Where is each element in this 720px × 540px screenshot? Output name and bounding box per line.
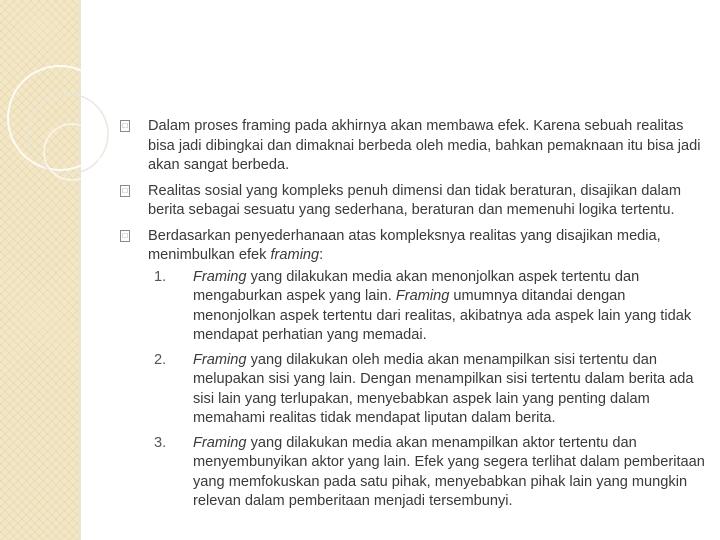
bullet-text xyxy=(148,227,710,266)
bullet-text: Realitas sosial yang kompleks penuh dimensi dan tidak beraturan, disajikan dalam berita sebagai sesuatu yang sederhana, beraturan dan memenuhi logika tertentu. xyxy=(148,182,681,218)
numbered-list xyxy=(148,268,710,512)
bullet-text-part: : xyxy=(319,247,324,263)
sidebar-edge xyxy=(78,0,81,540)
item-number: 3. xyxy=(154,434,167,451)
item-emphasis: Framing xyxy=(395,288,450,304)
bullet-text: Dalam proses framing pada akhirnya akan membawa efek. Karena sebuah realitas bisa jadi dibingkai dan dimaknai berbeda oleh media, bahkan pemaknaan itu bisa jadi akan sangat berbeda. xyxy=(148,118,701,173)
item-number: 1. xyxy=(154,268,167,285)
bullet-box-icon: □ xyxy=(120,230,130,242)
bullet-text-part: Berdasarkan penyederhanaan atas kompleksnya realitas yang disajikan media, menimbulkan efek xyxy=(148,227,661,263)
item-text-part: umumnya ditandai dengan menonjolkan aspek tertentu dari realitas, akibatnya ada aspek lain yang tidak mendapat perhatian yang memadai. xyxy=(193,288,692,343)
slide-content xyxy=(120,117,710,518)
item-emphasis: Framing xyxy=(193,351,247,368)
numbered-item xyxy=(148,268,710,346)
bullet-item xyxy=(120,117,710,176)
item-text-part: yang dilakukan media akan menampilkan aktor tertentu dan menyembunyikan aktor yang lain. Efek yang segera terlihat dalam pemberitaan yang memfokuskan pada satu pihak, menyebabkan pihak lain yang mungkin relevan dalam pemberitaan menjadi tersembunyi. xyxy=(193,434,705,509)
item-text-part: yang dilakukan oleh media akan menampilkan sisi tertentu dan melupakan sisi yang lain. Dengan menampilkan sisi tertentu dalam berita ada sisi lain yang terlupakan, menyebabkan aspek lain yang penting dalam memahami realitas tidak mendapat liputan dalam berita. xyxy=(193,351,694,426)
bullet-text-emphasis: framing xyxy=(270,247,320,263)
decorative-sidebar xyxy=(0,0,78,540)
bullet-item xyxy=(120,227,710,512)
item-emphasis: Framing xyxy=(193,268,247,285)
bullet-box-icon: □ xyxy=(120,120,130,132)
item-number: 2. xyxy=(154,351,167,368)
numbered-item-text xyxy=(193,268,710,346)
item-text-part: yang dilakukan media akan menonjolkan aspek tertentu dan mengaburkan aspek yang lain. xyxy=(193,268,640,304)
item-emphasis: Framing xyxy=(193,434,247,451)
numbered-item xyxy=(148,434,710,512)
bullet-box-icon: □ xyxy=(120,185,130,197)
numbered-item xyxy=(148,351,710,429)
numbered-item-text xyxy=(193,351,710,429)
numbered-item-text xyxy=(193,434,710,512)
bullet-item xyxy=(120,182,710,221)
